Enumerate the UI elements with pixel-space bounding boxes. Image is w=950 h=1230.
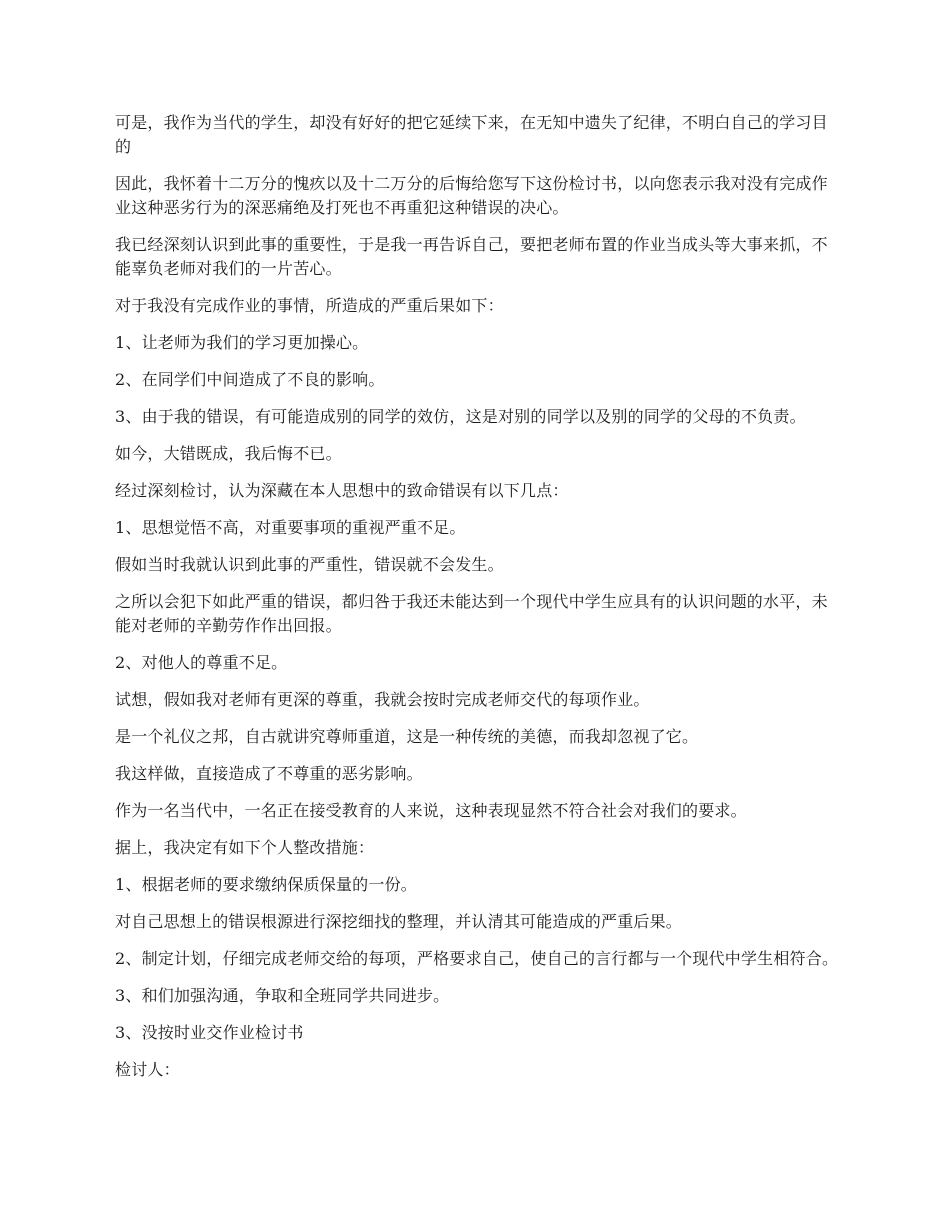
list-item: 2、对他人的尊重不足。	[115, 653, 288, 672]
list-item: 3、没按时业交作业检讨书	[115, 1023, 304, 1042]
paragraph: 可是，我作为当代的学生，却没有好好的把它延续下来，在无知中遗失了纪律，不明白自己的学习目的	[115, 113, 828, 156]
list-item: 2、在同学们中间造成了不良的影响。	[115, 370, 385, 389]
document-body	[115, 111, 840, 1095]
paragraph: 对于我没有完成作业的事情，所造成的严重后果如下：	[115, 296, 504, 315]
list-item: 2、制定计划，仔细完成老师交给的每项，严格要求自己，使自己的言行都与一个现代中学生相符合。	[115, 949, 839, 968]
list-item: 3、由于我的错误，有可能造成别的同学的效仿，这是对别的同学以及别的同学的父母的不负责。	[115, 407, 806, 426]
paragraph: 作为一名当代中，一名正在接受教育的人来说，这种表现显然不符合社会对我们的要求。	[115, 801, 747, 820]
paragraph: 据上，我决定有如下个人整改措施：	[115, 838, 375, 857]
list-item: 3、和们加强沟通，争取和全班同学共同进步。	[115, 986, 450, 1005]
paragraph: 是一个礼仪之邦，自古就讲究尊师重道，这是一种传统的美德，而我却忽视了它。	[115, 727, 699, 746]
paragraph: 试想，假如我对老师有更深的尊重，我就会按时完成老师交代的每项作业。	[115, 690, 650, 709]
list-item: 1、让老师为我们的学习更加操心。	[115, 333, 369, 352]
signature-label: 检讨人：	[115, 1060, 180, 1079]
paragraph: 因此，我怀着十二万分的愧疚以及十二万分的后悔给您写下这份检讨书，以向您表示我对没有完成作业这种恶劣行为的深恶痛绝及打死也不再重犯这种错误的决心。	[115, 174, 828, 217]
paragraph: 之所以会犯下如此严重的错误，都归咎于我还未能达到一个现代中学生应具有的认识问题的水平，未能对老师的辛勤劳作作出回报。	[115, 592, 828, 635]
paragraph: 假如当时我就认识到此事的严重性，错误就不会发生。	[115, 555, 504, 574]
paragraph: 我这样做，直接造成了不尊重的恶劣影响。	[115, 764, 423, 783]
list-item: 1、思想觉悟不高，对重要事项的重视严重不足。	[115, 518, 466, 537]
paragraph: 我已经深刻认识到此事的重要性，于是我一再告诉自己，要把老师布置的作业当成头等大事来抓，不能辜负老师对我们的一片苦心。	[115, 235, 828, 278]
paragraph: 对自己思想上的错误根源进行深挖细找的整理，并认清其可能造成的严重后果。	[115, 912, 683, 931]
paragraph: 如今，大错既成，我后悔不已。	[115, 444, 342, 463]
list-item: 1、根据老师的要求缴纳保质保量的一份。	[115, 875, 417, 894]
paragraph: 经过深刻检讨，认为深藏在本人思想中的致命错误有以下几点：	[115, 481, 569, 500]
